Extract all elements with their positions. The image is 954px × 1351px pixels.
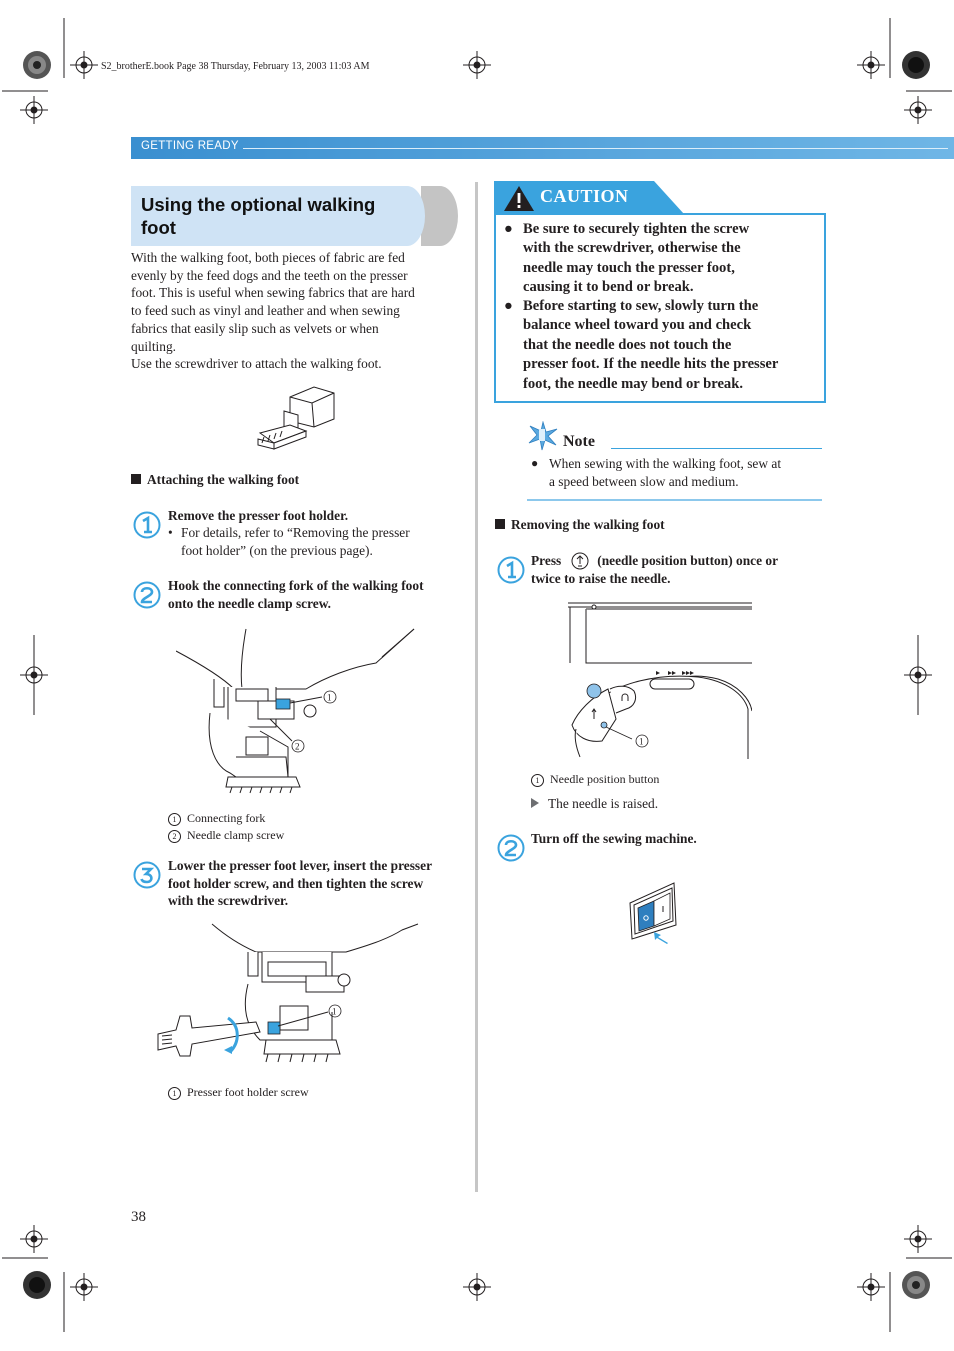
hook-fork-illustration: [176, 627, 416, 799]
svg-text:1: 1: [332, 1006, 337, 1017]
bullet-icon: ●: [531, 456, 539, 470]
step-number-1-icon: [133, 511, 161, 539]
removing-heading-text: Removing the walking foot: [511, 517, 665, 532]
running-header: GETTING READY: [141, 140, 239, 152]
bullet-icon: ●: [504, 221, 513, 237]
column-divider: [475, 182, 478, 1192]
note-sparkle-icon: [527, 421, 559, 451]
needle-position-illustration: [568, 601, 752, 763]
remove-step1-result: The needle is raised.: [531, 795, 658, 813]
intro-line: Use the screwdriver to attach the walking foot.: [131, 356, 382, 372]
callout-1-icon: 1: [531, 774, 544, 787]
attaching-heading: [131, 472, 299, 488]
callout-1-icon: 1: [168, 813, 181, 826]
bullet-icon: •: [168, 525, 173, 540]
callout-1-icon: 1: [168, 1087, 181, 1100]
note-rule-bottom: [527, 499, 822, 501]
caution-label: CAUTION: [540, 186, 629, 206]
remove-step2-title: Turn off the sewing machine.: [531, 831, 697, 846]
remove-step1-caption: 1 Needle position button: [531, 772, 659, 787]
removing-heading: [495, 517, 665, 533]
crop-mark-icon: [20, 96, 48, 124]
step3-caption: 1 Presser foot holder screw: [168, 1085, 309, 1100]
crop-mark-icon: [904, 1225, 932, 1253]
svg-text:1: 1: [639, 736, 644, 747]
intro-line: quilting.: [131, 338, 177, 354]
note-text: ● When sewing with the walking foot, sew at a speed between slow and medium.: [531, 456, 782, 489]
intro-line: fabrics that easily slip such as velvets or when: [131, 320, 379, 336]
note-rule-top: [611, 448, 822, 449]
intro-line: evenly by the feed dogs and the teeth on the presser: [131, 267, 408, 283]
remove-step1-text: Press (needle position button) once or twice to raise the needle.: [531, 553, 779, 586]
attach-step1-title: Remove the presser foot holder.: [168, 508, 349, 523]
step2-captions: 1 Connecting fork 2 Needle clamp screw: [168, 811, 284, 843]
note-label: Note: [563, 433, 595, 450]
needle-position-button-icon: [569, 552, 591, 570]
intro-line: With the walking foot, both pieces of fabric are fed: [131, 250, 405, 265]
power-switch-illustration: [628, 881, 678, 945]
crop-mark-icon: [70, 1273, 98, 1301]
square-bullet-icon: [495, 519, 505, 529]
intro-line: to feed such as vinyl and leather and when sewing: [131, 303, 400, 319]
step-number-2-icon: [133, 581, 161, 609]
attaching-heading-text: Attaching the walking foot: [147, 472, 300, 487]
crop-mark-icon: [463, 1273, 491, 1301]
attach-step2-text: Hook the connecting fork of the walking foot onto the needle clamp screw.: [168, 578, 424, 611]
svg-text:1: 1: [327, 692, 332, 703]
callout-2-icon: 2: [168, 830, 181, 843]
step-number-1-icon: [497, 556, 525, 584]
caution-item-1: ● Be sure to securely tighten the screw with the screwdriver, otherwise the needle may touch the presser foot, causing it to bend or break.: [504, 221, 750, 296]
crop-mark-icon: [463, 51, 491, 79]
intro-line: foot. This is useful when sewing fabrics that are hard: [131, 285, 415, 301]
crop-mark-icon: [857, 51, 885, 79]
tighten-screw-illustration: [156, 922, 420, 1072]
intro-paragraph: [131, 249, 466, 373]
svg-text:2: 2: [295, 741, 300, 752]
caution-item-2: ● Before starting to sew, slowly turn the balance wheel toward you and check that the needle does not touch the presser foot. If the needle hits the presser foot, the needle may bend or break.: [504, 298, 779, 392]
step-number-2-icon: [497, 834, 525, 862]
step-number-3-icon: [133, 861, 161, 889]
crop-mark-icon: [20, 1225, 48, 1253]
section-title: Using the optional walking foot: [141, 194, 376, 238]
running-header-rule: [243, 148, 948, 149]
page-number: 38: [131, 1209, 146, 1225]
attach-step3-text: Lower the presser foot lever, insert the presser foot holder screw, and then tighten the screw with the screwdriver.: [168, 858, 433, 909]
print-header: S2_brotherE.book Page 38 Thursday, February 13, 2003 11:03 AM: [101, 61, 370, 72]
square-bullet-icon: [131, 474, 141, 484]
arrow-right-icon: [531, 798, 539, 808]
attach-step1-note: • For details, refer to “Removing the presser foot holder” (on the previous page).: [168, 525, 410, 558]
crop-mark-icon: [70, 51, 98, 79]
walking-foot-illustration: [254, 385, 338, 455]
crop-mark-icon: [857, 1273, 885, 1301]
bullet-icon: ●: [504, 298, 513, 314]
crop-mark-icon: [904, 96, 932, 124]
